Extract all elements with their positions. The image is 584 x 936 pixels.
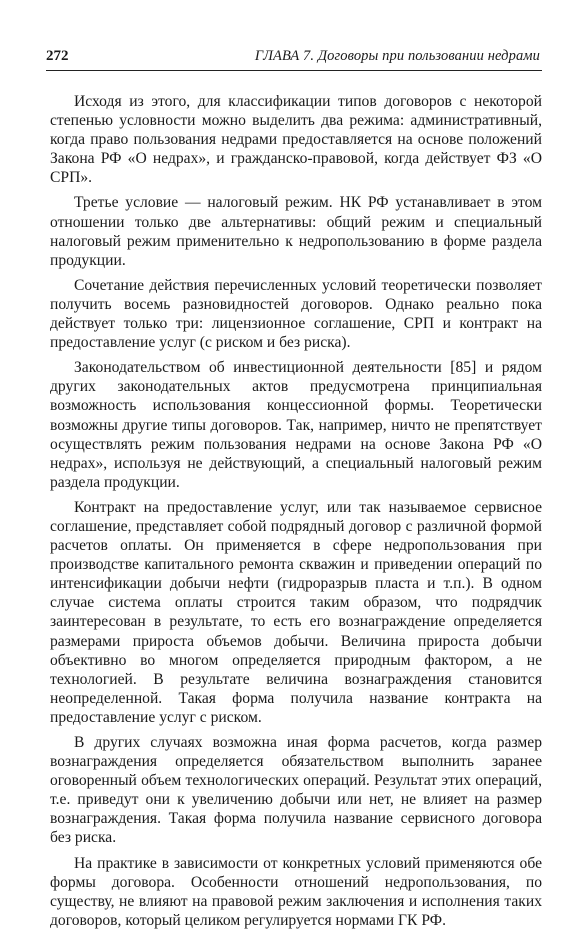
paragraph: В других случаях возможна иная форма расчетов, когда размер вознаграждения определяется обязательством выполнить заранее оговоренный объем технологических операций. Результат этих операций, т.е. приведут они к увеличению добычи или нет, не влияет на размер вознаграждения. Такая форма получила название сервисного договора без риска. (50, 734, 542, 847)
running-head: ГЛАВА 7. Договоры при пользовании недрами (254, 48, 540, 64)
page-number: 272 (46, 48, 69, 64)
paragraph: Сочетание действия перечисленных условий теоретически позволяет получить восемь разновидностей договоров. Однако реально пока действует только три: лицензионное соглашение, СРП и контракт на предоставление услуг (с риском и без риска). (50, 276, 542, 352)
paragraph: Контракт на предоставление услуг, или так называемое сервисное соглашение, представляет собой подрядный договор с различной формой расчетов оплаты. Он применяется в сфере недропользования при производстве капитального ремонта скважин и приведении операций по интенсификации добычи нефти (гидроразрыв пласта и т.п.). В одном случае система оплаты строится таким образом, что подрядчик заинтересован в результате, то есть его вознаграждение определяется размерами прироста объемов добычи. Величина прироста добычи объективно во многом определяется природным фактором, а не технологией. В результате величина вознаграждения становится неопределенной. Такая форма получила название контракта на предоставление услуг с риском. (50, 498, 542, 726)
paragraph: Законодательством об инвестиционной деятельности [85] и рядом других законодательных актов предусмотрена принципиальная возможность использования концессионной формы. Теоретически возможны другие типы договоров. Так, например, ничто не препятствует осуществлять режим пользования недрами на основе Закона РФ «О недрах», используя не действующий, а специальный налоговый режим раздела продукции. (50, 359, 542, 491)
body-text (50, 92, 542, 936)
paragraph: На практике в зависимости от конкретных условий применяются обе формы договора. Особенности отношений недропользования, по существу, не влияют на правовой режим заключения и исполнения таких договоров, который целиком регулируется нормами ГК РФ. (50, 854, 542, 929)
page-header (46, 46, 542, 71)
paragraph: Исходя из этого, для классификации типов договоров с некоторой степенью условности можно выделить два режима: административный, когда право пользования недрами предоставляется на основе положений Закона РФ «О недрах», и гражданско-правовой, когда действует ФЗ «О СРП». (50, 93, 542, 187)
paragraph: Третье условие — налоговый режим. НК РФ устанавливает в этом отношении только две альтернативы: общий режим и специальный налоговый режим применительно к недропользованию в форме раздела продукции. (50, 194, 542, 269)
